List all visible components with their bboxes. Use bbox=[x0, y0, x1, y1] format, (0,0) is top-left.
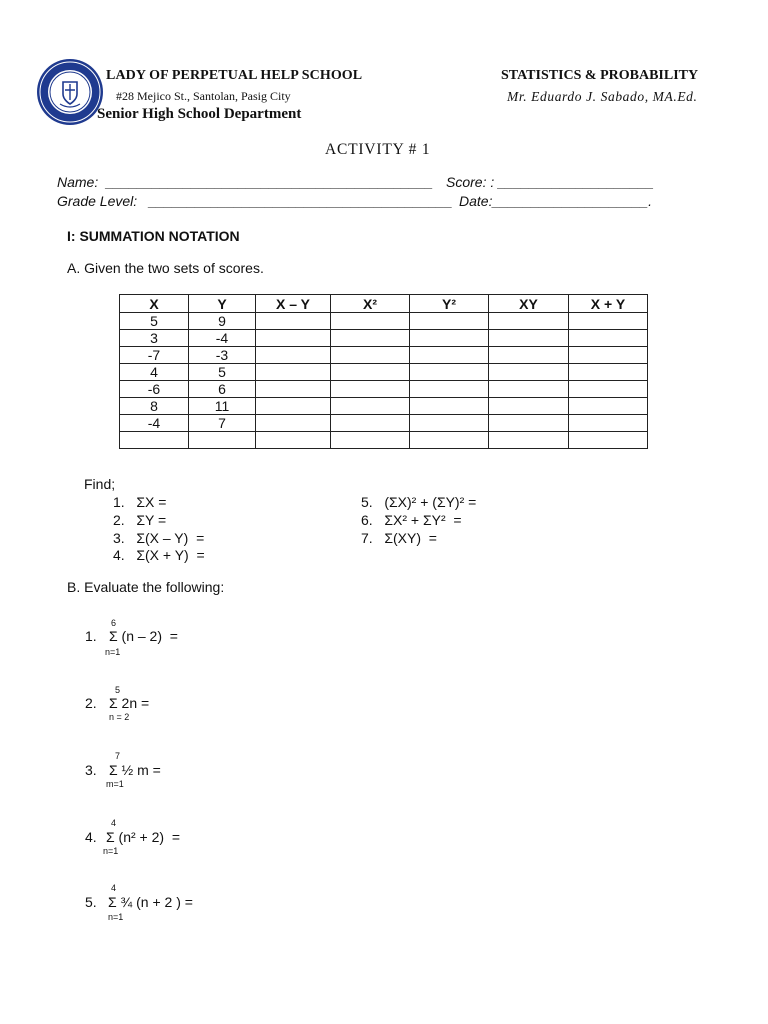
find-item-6: 6. ΣX² + ΣY² = bbox=[361, 512, 462, 528]
table-cell: 8 bbox=[120, 398, 189, 415]
table-cell[interactable] bbox=[489, 313, 569, 330]
table-cell[interactable] bbox=[569, 347, 648, 364]
school-seal-logo-icon bbox=[36, 58, 104, 126]
sum-5-upper: 4 bbox=[111, 883, 117, 893]
score-field[interactable]: Score: : ____________________ bbox=[446, 174, 654, 190]
table-cell[interactable] bbox=[189, 432, 256, 449]
find-label: Find; bbox=[84, 476, 116, 492]
sum-4-lower: n=1 bbox=[103, 846, 119, 856]
sum-5-expression: Σ ¾ (n + 2 ) = bbox=[108, 894, 193, 910]
table-row bbox=[120, 432, 648, 449]
table-cell[interactable] bbox=[489, 432, 569, 449]
table-cell[interactable] bbox=[410, 432, 489, 449]
find-item-1: 1. ΣX = bbox=[113, 494, 167, 510]
header-x-plus-y: X + Y bbox=[569, 295, 648, 313]
table-cell: 9 bbox=[189, 313, 256, 330]
sum-3-lower: m=1 bbox=[106, 779, 124, 789]
scores-table bbox=[119, 294, 648, 449]
header-x-squared: X² bbox=[331, 295, 410, 313]
table-cell: 3 bbox=[120, 330, 189, 347]
table-cell[interactable] bbox=[569, 432, 648, 449]
table-cell[interactable] bbox=[256, 347, 331, 364]
table-cell[interactable] bbox=[410, 415, 489, 432]
date-field[interactable]: Date:____________________. bbox=[459, 193, 653, 209]
sum-3-upper: 7 bbox=[115, 751, 121, 761]
table-cell[interactable] bbox=[331, 432, 410, 449]
header-y: Y bbox=[189, 295, 256, 313]
table-cell: -7 bbox=[120, 347, 189, 364]
sum-2-upper: 5 bbox=[115, 685, 121, 695]
table-cell[interactable] bbox=[331, 415, 410, 432]
header-x-minus-y: X – Y bbox=[256, 295, 331, 313]
table-cell[interactable] bbox=[331, 381, 410, 398]
find-item-7: 7. Σ(XY) = bbox=[361, 530, 437, 546]
table-cell[interactable] bbox=[331, 347, 410, 364]
part-b-instruction: B. Evaluate the following: bbox=[67, 579, 225, 595]
table-cell: -4 bbox=[189, 330, 256, 347]
table-cell[interactable] bbox=[256, 330, 331, 347]
table-cell: 5 bbox=[120, 313, 189, 330]
table-cell[interactable] bbox=[331, 313, 410, 330]
subject-title: STATISTICS & PROBABILITY bbox=[501, 68, 699, 83]
table-cell: 11 bbox=[189, 398, 256, 415]
table-cell: 7 bbox=[189, 415, 256, 432]
table-cell[interactable] bbox=[410, 381, 489, 398]
find-item-2: 2. ΣY = bbox=[113, 512, 167, 528]
table-cell[interactable] bbox=[410, 364, 489, 381]
teacher-name: Mr. Eduardo J. Sabado, MA.Ed. bbox=[507, 89, 698, 104]
table-row bbox=[120, 364, 648, 381]
table-cell[interactable] bbox=[569, 313, 648, 330]
header-y-squared: Y² bbox=[410, 295, 489, 313]
table-cell[interactable] bbox=[410, 398, 489, 415]
table-cell: 4 bbox=[120, 364, 189, 381]
sum-4-expression: Σ (n² + 2) = bbox=[106, 829, 181, 845]
table-row bbox=[120, 398, 648, 415]
table-cell[interactable] bbox=[569, 381, 648, 398]
section-heading: I: SUMMATION NOTATION bbox=[67, 228, 240, 244]
find-item-5: 5. (ΣX)² + (ΣY)² = bbox=[361, 494, 477, 510]
table-cell[interactable] bbox=[489, 347, 569, 364]
table-cell[interactable] bbox=[410, 313, 489, 330]
table-cell[interactable] bbox=[331, 330, 410, 347]
table-cell[interactable] bbox=[489, 330, 569, 347]
sum-1-expression: Σ (n – 2) = bbox=[109, 628, 178, 644]
sum-3-expression: Σ ½ m = bbox=[109, 762, 161, 778]
department-name: Senior High School Department bbox=[97, 106, 302, 122]
sum-5-number: 5. bbox=[85, 894, 97, 910]
sum-4-number: 4. bbox=[85, 829, 97, 845]
table-cell[interactable] bbox=[331, 364, 410, 381]
table-cell[interactable] bbox=[331, 398, 410, 415]
sum-1-lower: n=1 bbox=[105, 647, 121, 657]
sum-2-number: 2. bbox=[85, 695, 97, 711]
header-xy: XY bbox=[489, 295, 569, 313]
table-cell[interactable] bbox=[569, 330, 648, 347]
name-field[interactable]: Name: __________________________________________ bbox=[57, 174, 434, 190]
table-cell[interactable] bbox=[410, 347, 489, 364]
table-cell[interactable] bbox=[256, 364, 331, 381]
grade-level-field[interactable]: Grade Level: _______________________________________ bbox=[57, 193, 453, 209]
table-row bbox=[120, 381, 648, 398]
header-x: X bbox=[120, 295, 189, 313]
table-cell[interactable] bbox=[569, 398, 648, 415]
table-cell[interactable] bbox=[489, 364, 569, 381]
table-cell[interactable] bbox=[256, 432, 331, 449]
sum-1-upper: 6 bbox=[111, 618, 117, 628]
table-cell[interactable] bbox=[256, 415, 331, 432]
table-header-row bbox=[120, 295, 648, 313]
school-address: #28 Mejico St., Santolan, Pasig City bbox=[116, 89, 291, 103]
sum-4-upper: 4 bbox=[111, 818, 117, 828]
table-cell[interactable] bbox=[489, 398, 569, 415]
school-name: LADY OF PERPETUAL HELP SCHOOL bbox=[106, 68, 363, 83]
table-row bbox=[120, 347, 648, 364]
table-cell: -3 bbox=[189, 347, 256, 364]
sum-1-number: 1. bbox=[85, 628, 97, 644]
sum-5-lower: n=1 bbox=[108, 912, 124, 922]
table-row bbox=[120, 330, 648, 347]
table-cell[interactable] bbox=[256, 313, 331, 330]
table-cell[interactable] bbox=[489, 415, 569, 432]
find-item-3: 3. Σ(X – Y) = bbox=[113, 530, 205, 546]
table-row bbox=[120, 415, 648, 432]
table-cell[interactable] bbox=[569, 364, 648, 381]
table-cell[interactable] bbox=[256, 381, 331, 398]
sum-2-expression: Σ 2n = bbox=[109, 695, 150, 711]
sum-3-number: 3. bbox=[85, 762, 97, 778]
table-row bbox=[120, 313, 648, 330]
table-cell[interactable] bbox=[489, 381, 569, 398]
table-cell[interactable] bbox=[410, 330, 489, 347]
table-cell: -4 bbox=[120, 415, 189, 432]
part-a-instruction: A. Given the two sets of scores. bbox=[67, 260, 264, 276]
table-cell[interactable] bbox=[569, 415, 648, 432]
table-cell: -6 bbox=[120, 381, 189, 398]
table-cell[interactable] bbox=[120, 432, 189, 449]
table-cell: 5 bbox=[189, 364, 256, 381]
sum-2-lower: n = 2 bbox=[109, 712, 130, 722]
activity-title: ACTIVITY # 1 bbox=[325, 141, 431, 158]
find-item-4: 4. Σ(X + Y) = bbox=[113, 547, 205, 563]
table-cell[interactable] bbox=[256, 398, 331, 415]
table-cell: 6 bbox=[189, 381, 256, 398]
